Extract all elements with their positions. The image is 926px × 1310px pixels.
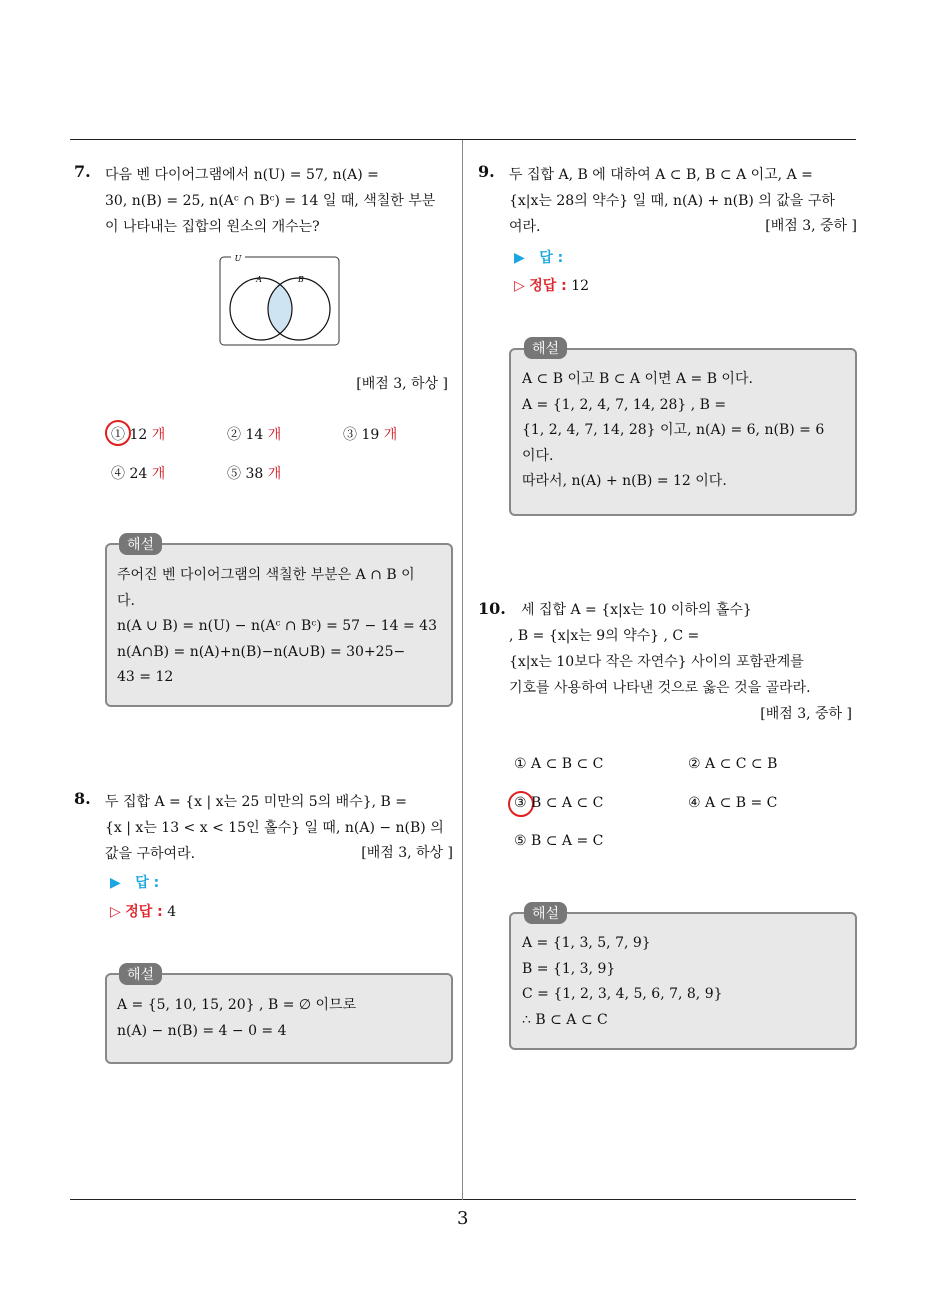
q7-choice-2-mark: ② [227, 427, 241, 443]
question-8-score: [배점 3, 하상 ] [361, 845, 453, 861]
q10-solution-line-2: B = {1, 3, 9} [522, 960, 616, 977]
q8-solution-line-2: n(A) − n(B) = 4 − 0 = 4 [117, 1022, 287, 1039]
q9-solution-line-5: 따라서, n(A) + n(B) = 12 이다. [522, 473, 727, 489]
bottom-rule [70, 1199, 856, 1200]
q10-choice-4-mark: ④ [688, 795, 701, 811]
q8-correct-row [110, 901, 176, 921]
question-10-number: 10. [478, 599, 506, 618]
question-7-text [105, 162, 455, 240]
q7-choice-1[interactable] [111, 424, 165, 444]
question-9-score: [배점 3, 중하 ] [765, 218, 857, 234]
q7-solution-line-2: 다. [117, 592, 135, 609]
q7-choice-5-value: 38 [245, 466, 264, 482]
q9-correct-arrow-icon: ▷ [514, 278, 525, 294]
q7-choice-3-mark: ③ [343, 427, 357, 443]
q10-solution-line-1: A = {1, 3, 5, 7, 9} [522, 935, 651, 951]
q7-choice-1-unit: 개 [151, 427, 166, 443]
q9-solution-line-1: A ⊂ B 이고 B ⊂ A 이면 A = B 이다. [522, 371, 753, 387]
q7-choice-5[interactable] [227, 463, 281, 483]
q8-answer-label: 답 : [135, 875, 160, 891]
q7-choice-1-value: 12 [129, 427, 148, 443]
question-7-number: 7. [74, 162, 91, 181]
q10-choice-4[interactable] [688, 795, 777, 811]
q9-answer-arrow-icon: ▶ [514, 250, 525, 266]
q10-choice-1[interactable] [514, 756, 603, 772]
q9-solution-line-3: {1, 2, 4, 7, 14, 28} 이고, n(A) = 6, n(B) = 6 [522, 422, 825, 438]
q10-solution-line-4: ∴ B ⊂ A ⊂ C [522, 1011, 608, 1028]
q7-solution-line-3: n(A ∪ B) = n(U) − n(Aᶜ ∩ Bᶜ) = 57 − 14 = 43 [117, 618, 437, 634]
q10-choice-1-mark: ① [514, 756, 527, 772]
q7-solution-line-4: n(A∩B) = n(A)+n(B)−n(A∪B) = 30+25− [117, 643, 406, 660]
q10-solution-line-3: C = {1, 2, 3, 4, 5, 6, 7, 8, 9} [522, 986, 723, 1002]
q9-solution-line-4: 이다. [522, 447, 554, 464]
q10-choice-3-mark: ③ [514, 795, 527, 811]
question-9-line-1: 두 집합 A, B 에 대하여 A ⊂ B, B ⊂ A 이고, A = [509, 167, 813, 183]
q10-choice-1-value: A ⊂ B ⊂ C [531, 756, 604, 772]
q9-solution-label: 해설 [524, 337, 567, 359]
q8-solution-text [117, 993, 439, 1044]
q7-choice-2-value: 14 [245, 427, 264, 443]
q7-choice-3-unit: 개 [383, 427, 398, 443]
venn-diagram [219, 252, 341, 348]
question-10-line-3: {x|x는 10보다 작은 자연수} 사이의 포함관계를 [509, 654, 804, 670]
q10-solution-text [522, 931, 844, 1033]
q10-solution-label: 해설 [524, 902, 567, 924]
q9-answer-row [514, 247, 563, 267]
q8-solution-line-1: A = {5, 10, 15, 20} , B = ∅ 이므로 [117, 997, 357, 1013]
q7-choice-4-mark: ④ [111, 466, 125, 482]
q10-choice-5[interactable] [514, 833, 603, 849]
q7-choice-4-value: 24 [129, 466, 148, 482]
q7-choice-5-unit: 개 [267, 466, 282, 482]
question-9-number: 9. [478, 162, 495, 181]
question-8-number: 8. [74, 789, 91, 808]
page-number: 3 [457, 1208, 469, 1229]
q8-answer-arrow-icon: ▶ [110, 875, 121, 891]
q8-correct-arrow-icon: ▷ [110, 904, 121, 920]
question-10-score: [배점 3, 중하 ] [760, 706, 852, 722]
question-9-line-3: 여라. [509, 219, 541, 235]
column-divider [462, 140, 463, 1200]
q10-choice-5-mark: ⑤ [514, 833, 527, 849]
question-7-line-3: 이 나타내는 집합의 원소의 개수는? [105, 219, 320, 235]
q8-correct-value: 4 [167, 904, 177, 920]
question-7-score: [배점 3, 하상 ] [356, 376, 448, 392]
question-10-line-1: 세 집합 A = {x|x는 10 이하의 홀수} [521, 602, 752, 618]
q10-choice-3-value: B ⊂ A ⊂ C [531, 795, 604, 811]
q10-choice-2[interactable] [688, 756, 777, 772]
q7-solution-line-1: 주어진 벤 다이어그램의 색칠한 부분은 A ∩ B 이 [117, 567, 415, 583]
q10-choice-2-mark: ② [688, 756, 701, 772]
q8-answer-row [110, 872, 159, 892]
q7-choice-1-mark: ① [111, 427, 125, 443]
question-9-line-2: {x|x는 28의 약수} 일 때, n(A) + n(B) 의 값을 구하 [509, 193, 835, 209]
question-7-line-2: 30, n(B) = 25, n(Aᶜ ∩ Bᶜ) = 14 일 때, 색칠한 부분 [105, 193, 436, 209]
question-7-line-1: 다음 벤 다이어그램에서 n(U) = 57, n(A) = [105, 167, 379, 183]
q9-solution-line-2: A = {1, 2, 4, 7, 14, 28} , B = [522, 396, 727, 413]
top-rule [70, 139, 856, 140]
question-8-line-3: 값을 구하여라. [105, 846, 196, 862]
q7-choice-5-mark: ⑤ [227, 466, 241, 482]
q9-solution-text [522, 367, 844, 495]
venn-label-b: B [298, 275, 304, 284]
question-10-text [509, 597, 859, 701]
q9-answer-label: 답 : [539, 250, 564, 266]
q9-correct-label: 정답 : [529, 278, 567, 294]
question-8-line-1: 두 집합 A = {x | x는 25 미만의 5의 배수}, B = [105, 794, 407, 810]
q9-correct-row [514, 275, 589, 295]
q10-choice-5-value: B ⊂ A = C [531, 833, 604, 849]
question-10-line-2: , B = {x|x는 9의 약수} , C = [509, 628, 700, 644]
question-10-line-4: 기호를 사용하여 나타낸 것으로 옳은 것을 골라라. [509, 680, 811, 696]
q10-choice-4-value: A ⊂ B = C [705, 795, 778, 811]
q7-solution-label: 해설 [119, 533, 162, 555]
q7-solution-text [117, 563, 439, 691]
venn-label-u: U [234, 254, 242, 263]
q7-choice-4-unit: 개 [151, 466, 166, 482]
q8-solution-label: 해설 [119, 963, 162, 985]
venn-label-a: A [256, 275, 262, 284]
q8-correct-label: 정답 : [125, 904, 163, 920]
q7-solution-line-5: 43 = 12 [117, 669, 174, 685]
q7-choice-2-unit: 개 [267, 427, 282, 443]
q10-choice-2-value: A ⊂ C ⊂ B [705, 756, 778, 772]
question-8-line-2: {x | x는 13 < x < 15인 홀수} 일 때, n(A) − n(B) 의 [105, 820, 444, 836]
q7-choice-2[interactable] [227, 424, 281, 444]
q7-choice-3[interactable] [343, 424, 397, 444]
q10-choice-3[interactable] [514, 795, 603, 811]
q9-correct-value: 12 [571, 278, 590, 294]
q7-choice-4[interactable] [111, 463, 165, 483]
q7-choice-3-value: 19 [361, 427, 380, 443]
